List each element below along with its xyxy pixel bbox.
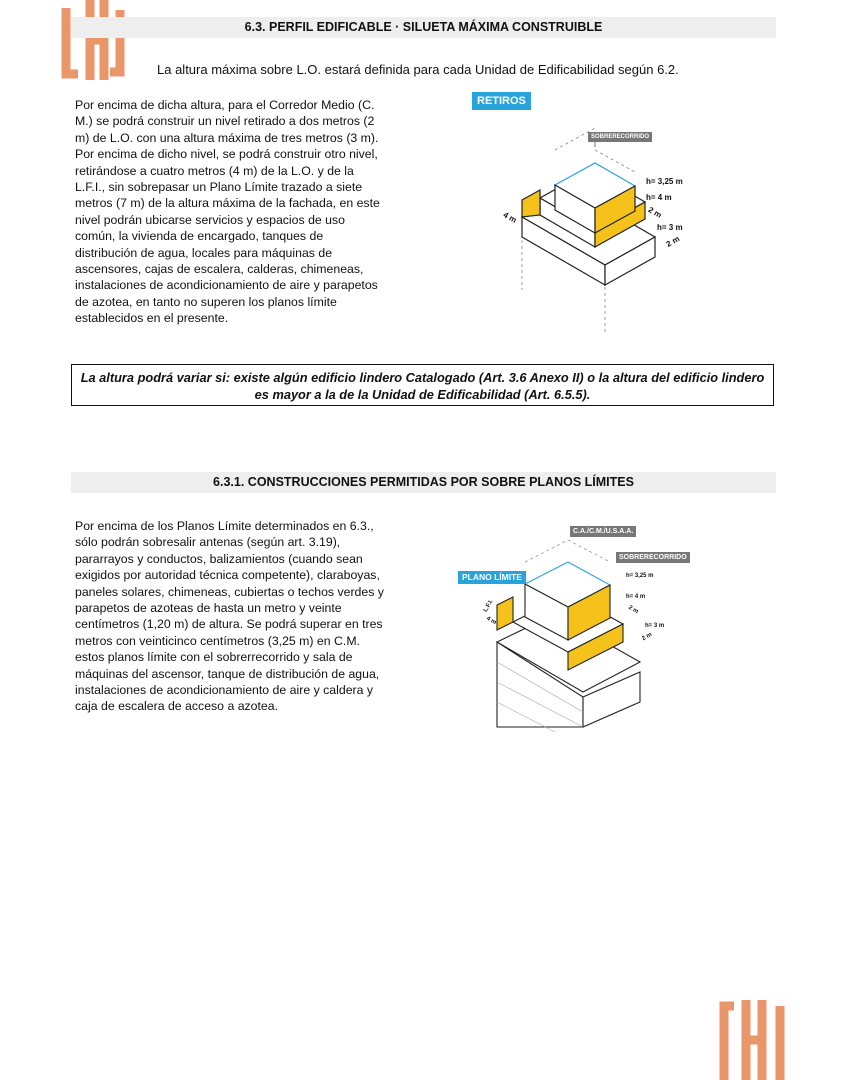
label-h-4: h= 4 m (646, 193, 672, 202)
lhj-logo-bottom (716, 998, 790, 1080)
label2-2m-b: 2 m (641, 631, 654, 643)
label2-h-4: h= 4 m (626, 594, 646, 600)
section-title-6-3: 6.3. PERFIL EDIFICABLE · SILUETA MÁXIMA CONSTRUIBLE (71, 17, 776, 38)
retiros-tag: RETIROS (472, 92, 531, 110)
plano-limite-tag: PLANO LÍMITE (458, 571, 526, 584)
label-h-3: h= 3 m (657, 223, 683, 232)
label2-h-325: h= 3,25 m (626, 573, 654, 579)
label2-4m: 4 m (485, 615, 498, 627)
label-2m-b: 2 m (664, 234, 682, 249)
label2-h-3: h= 3 m (645, 623, 665, 629)
label-2m-a: 2 m (646, 205, 664, 220)
lhj-logo-top (58, 0, 130, 82)
sobrerecorrido-tag: SOBRERECORRIDO (588, 132, 652, 142)
intro-text: La altura máxima sobre L.O. estará definida para cada Unidad de Edificabilidad según 6.2. (157, 62, 679, 77)
section-title-6-3-1: 6.3.1. CONSTRUCCIONES PERMITIDAS POR SOBRE PLANOS LÍMITES (71, 472, 776, 493)
sobrerecorrido-tag-2: SOBRERECORRIDO (616, 552, 690, 563)
paragraph-construcciones-permitidas: Por encima de los Planos Límite determinados en 6.3., sólo podrán sobresalir antenas (según art. 3.19), pararrayos y conductos, balizamientos (cuando sean exigidos por autoridad técnica competente), claraboyas, paneles solares, chimeneas, cubiertas o techos verdes y parapetos de azoteas de hasta un metro y veinte centímetros (1,20 m) de altura. Se podrá superar en tres metros con veinticinco centímetros (3,25 m) en C.M. estos planos límite con el sobrerrecorrido y sala de máquinas del ascensor, tanque de distribución de agua, instalaciones de acondicionamiento de aire y caldera y caja de escalera de acceso a azotea. (75, 519, 384, 714)
altura-note: La altura podrá variar si: existe algún edificio lindero Catalogado (Art. 3.6 Anexo II) o la altura del edificio lindero es mayor a la de la Unidad de Edificabilidad (Art. 6.5.5). (71, 364, 774, 406)
label2-2m-a: 2 m (627, 604, 640, 616)
label-4m: 4 m (501, 210, 519, 225)
paragraph-perfil-edificable: Por encima de dicha altura, para el Corredor Medio (C. M.) se podrá construir un nivel retirado a dos metros (2 m) de L.O. con una altura máxima de tres metros (3 m). Por encima de dicho nivel, se podrá construir otro nivel, retirándose a cuatro metros (4 m) de la L.O. y de la L.F.I., sin sobrepasar un Plano Límite trazado a siete metros (7 m) de la altura máxima de la fachada, en este nivel podrán ubicarse servicios y espacios de uso común, la vivienda de encargado, tanques de distribución de agua, locales para máquinas de ascensores, cajas de escalera, calderas, chimeneas, instalaciones de acondicionamiento de aire y parapetos de azotea, en tanto no superen los planos límite establecidos en el presente. (75, 98, 380, 326)
label-h-325: h= 3,25 m (646, 177, 683, 186)
ca-cm-usaa-tag: C.A./C.M./U.S.A.A. (570, 526, 636, 537)
label2-lfi: L.F.I. (482, 598, 495, 614)
